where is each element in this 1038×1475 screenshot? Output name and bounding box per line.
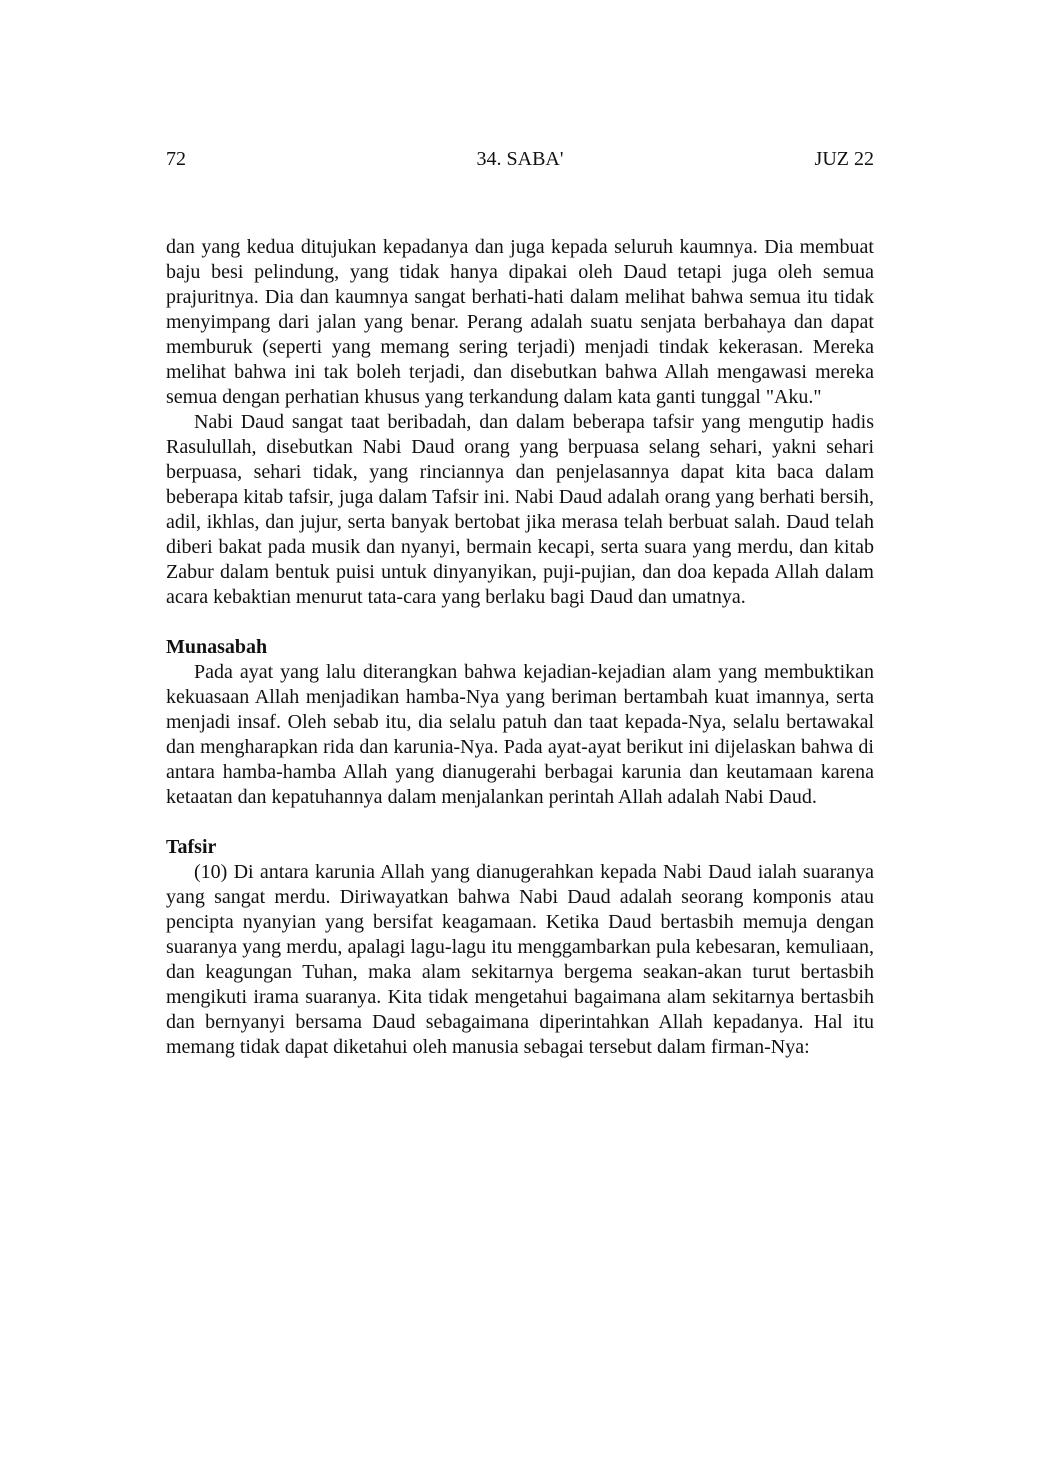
paragraph-tafsir: (10) Di antara karunia Allah yang dianugerahkan kepada Nabi Daud ialah suaranya yang sangat merdu. Diriwayatkan bahwa Nabi Daud adalah seorang komponis atau pencipta nyanyian yang bersifat keagamaan. Ketika Daud bertasbih memuja dengan suaranya yang merdu, apalagi lagu-lagu itu menggambarkan pula kebesaran, kemuliaan, dan keagungan Tuhan, maka alam sekitarnya bergema seakan-akan turut bertasbih mengikuti irama suaranya. Kita tidak mengetahui bagaimana alam sekitarnya bertasbih dan bernyanyi bersama Daud sebagaimana diperintahkan Allah kepadanya. Hal itu memang tidak dapat diketahui oleh manusia sebagai tersebut dalam firman-Nya: — [166, 861, 874, 1058]
page-number: 72 — [166, 148, 186, 170]
juz-label: JUZ 22 — [814, 148, 874, 170]
running-header — [166, 146, 874, 172]
surah-title: 34. SABA' — [476, 148, 564, 170]
paragraph-nabi-daud: Nabi Daud sangat taat beribadah, dan dalam beberapa tafsir yang mengutip hadis Rasulullah, disebutkan Nabi Daud orang yang berpuasa selang sehari, yakni sehari berpuasa, sehari tidak, yang rinciannya dan penjelasannya dapat kita baca dalam beberapa kitab tafsir, juga dalam Tafsir ini. Nabi Daud adalah orang yang berhati bersih, adil, ikhlas, dan jujur, serta banyak bertobat jika merasa telah berbuat salah. Daud telah diberi bakat pada musik dan nyanyi, bermain kecapi, serta suara yang merdu, dan kitab Zabur dalam bentuk puisi untuk dinyanyikan, puji-pujian, dan doa kepada Allah dalam acara kebaktian menurut tata-cara yang berlaku bagi Daud dan umatnya. — [166, 411, 874, 608]
section-heading-munasabah: Munasabah — [166, 636, 268, 658]
paragraph-munasabah: Pada ayat yang lalu diterangkan bahwa kejadian-kejadian alam yang membuktikan kekuasaan Allah menjadikan hamba-Nya yang beriman bertambah kuat imannya, serta menjadi insaf. Oleh sebab itu, dia selalu patuh dan taat kepada-Nya, selalu bertawakal dan mengharapkan rida dan karunia-Nya. Pada ayat-ayat berikut ini dijelaskan bahwa di antara hamba-hamba Allah yang dianugerahi berbagai karunia dan keutamaan karena ketaatan dan kepatuhannya dalam menjalankan perintah Allah adalah Nabi Daud. — [166, 661, 874, 808]
paragraph-continuation: dan yang kedua ditujukan kepadanya dan juga kepada seluruh kaumnya. Dia membuat baju besi pelindung, yang tidak hanya dipakai oleh Daud tetapi juga oleh semua prajuritnya. Dia dan kaumnya sangat berhati-hati dalam melihat bahwa semua itu tidak menyimpang dari jalan yang benar. Perang adalah suatu senjata berbahaya dan dapat memburuk (seperti yang memang sering terjadi) menjadi tindak kekerasan. Mereka melihat bahwa ini tak boleh terjadi, dan disebutkan bahwa Allah mengawasi mereka semua dengan perhatian khusus yang terkandung dalam kata ganti tunggal "Aku." — [166, 236, 874, 408]
page-body — [166, 235, 874, 1060]
section-heading-tafsir: Tafsir — [166, 836, 217, 858]
